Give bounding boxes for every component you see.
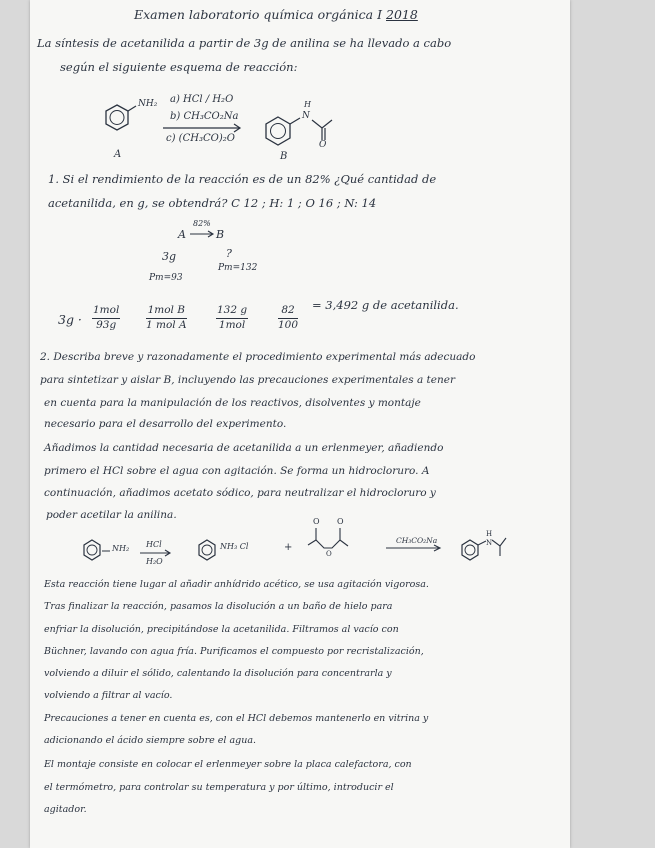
answer2-line-6: volviendo a filtrar al vacío. <box>44 690 173 701</box>
scheme2-hcl: HCl <box>146 540 162 549</box>
q2-line-4: necesario para el desarrollo del experimento. <box>44 418 287 430</box>
amide-n-label: N <box>302 111 310 121</box>
calc-pm-a: Pm=93 <box>149 273 183 283</box>
q2-line-1: 2. Describa breve y razonadamente el procedimiento experimental más adecuado <box>40 351 476 363</box>
answer2-line-7: Precauciones a tener en cuenta es, con el HCl debemos mantenerlo en vitrina y <box>44 713 429 724</box>
condition-b: b) CH₃CO₂Na <box>170 111 239 122</box>
answer1-line-2: primero el HCl sobre el agua con agitación. Se forma un hidrocloruro. A <box>44 465 430 477</box>
exam-sheet <box>30 0 570 848</box>
f1-denominator: 93g <box>96 318 117 331</box>
f2-denominator: 1 mol A <box>146 318 187 331</box>
q2-line-3: en cuenta para la manipulación de los reactivos, disolventes y montaje <box>44 397 421 409</box>
label-b: B <box>280 151 288 162</box>
q1-line-1: 1. Si el rendimiento de la reacción es de un 82% ¿Qué cantidad de <box>48 172 437 186</box>
answer2-line-3: enfriar la disolución, precipitándose la acetanilida. Filtramos al vacío con <box>44 624 399 635</box>
scheme2-h2o: H₂O <box>146 557 163 566</box>
calc-yield: 82% <box>193 219 211 228</box>
carbonyl-o-label: O <box>319 140 327 150</box>
svg-text:H: H <box>486 530 493 538</box>
scheme2-nh2: NH₂ <box>112 544 130 553</box>
answer1-line-1: Añadimos la cantidad necesaria de acetanilida a un erlenmeyer, añadiendo <box>44 442 444 454</box>
q2-line-2: para sintetizar y aislar B, incluyendo las precauciones experimentales a tener <box>40 374 455 386</box>
condition-c: c) (CH₃CO)₂O <box>166 133 235 144</box>
f4-numerator: 82 <box>278 304 298 319</box>
answer1-line-3: continuación, añadimos acetato sódico, para neutralizar el hidrocloruro y <box>44 487 436 499</box>
amide-h-label: H <box>304 100 311 109</box>
calc-a: A <box>178 228 186 241</box>
q1-line-2: acetanilida, en g, se obtendrá? C 12 ; H: 1 ; O 16 ; N: 14 <box>48 196 377 210</box>
scheme2-plus: + <box>284 542 293 553</box>
intro-line-2: según el siguiente esquema de reacción: <box>60 60 298 74</box>
condition-a: a) HCl / H₂O <box>170 94 234 105</box>
f2-numerator: 1mol B <box>146 304 187 319</box>
calc-pm-b: Pm=132 <box>218 263 258 273</box>
answer2-line-8: adicionando el ácido siempre sobre el agua. <box>44 735 257 746</box>
svg-text:O: O <box>337 517 344 526</box>
title-year: 2018 <box>386 7 418 22</box>
intro-line-1: La síntesis de acetanilida a partir de 3g de anilina se ha llevado a cabo <box>37 36 452 50</box>
answer2-line-11: agitador. <box>44 804 87 815</box>
title-text: Examen laboratorio química orgánica I <box>134 7 383 22</box>
scheme2-salt: NH₃ Cl <box>220 542 249 551</box>
reaction-scheme-2 <box>30 0 570 580</box>
calc-unknown: ? <box>226 247 232 260</box>
svg-text:O: O <box>326 550 332 558</box>
answer2-line-4: Büchner, lavando con agua fría. Purificamos el compuesto por recristalización, <box>44 646 424 657</box>
f4-denominator: 100 <box>278 318 299 331</box>
formula-start: 3g · <box>58 312 82 327</box>
f1-numerator: 1mol <box>92 304 120 319</box>
svg-text:N: N <box>486 539 493 547</box>
label-a: A <box>114 149 122 160</box>
answer2-line-10: el termómetro, para controlar su temperatura y por último, introducir el <box>44 782 394 793</box>
scheme2-reagent: CH₃CO₂Na <box>396 536 438 545</box>
answer2-line-2: Tras finalizar la reacción, pasamos la disolución a un baño de hielo para <box>44 601 393 612</box>
answer2-line-1: Esta reacción tiene lugar al añadir anhídrido acético, se usa agitación vigorosa. <box>44 579 429 590</box>
answer2-line-9: El montaje consiste en colocar el erlenmeyer sobre la placa calefactora, con <box>44 759 412 770</box>
formula-result: = 3,492 g de acetanilida. <box>312 298 459 312</box>
answer1-line-4: poder acetilar la anilina. <box>46 509 177 521</box>
answer2-line-5: volviendo a diluir el sólido, calentando la disolución para concentrarla y <box>44 668 392 679</box>
f3-denominator: 1mol <box>218 318 246 331</box>
nh2-label: NH₂ <box>138 99 158 109</box>
calc-b: B <box>216 228 225 241</box>
f3-numerator: 132 g <box>216 304 248 319</box>
calc-mass: 3g <box>162 250 177 263</box>
svg-text:O: O <box>313 517 320 526</box>
